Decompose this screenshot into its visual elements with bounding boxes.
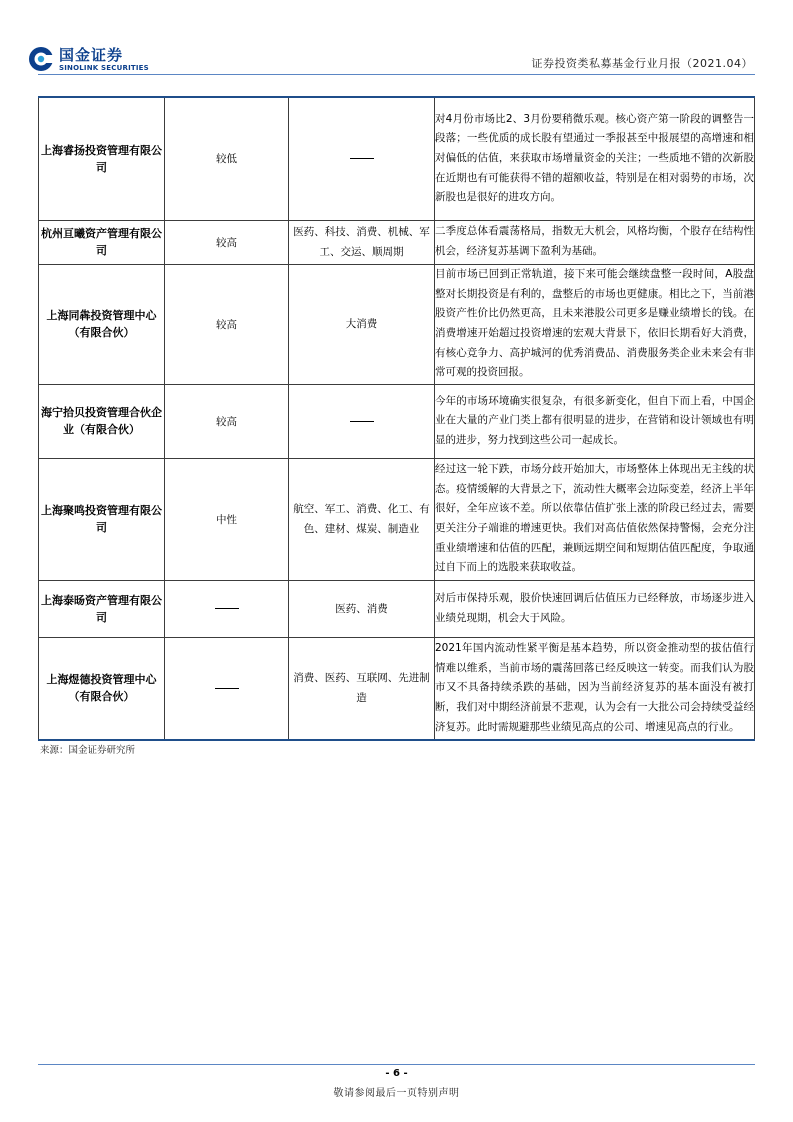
risk-level: 较高 [165,220,289,264]
table-row [39,97,755,220]
empty-dash [350,421,374,422]
market-view: 目前市场已回到正常轨道，接下来可能会继续盘整一段时间，A股盘整对长期投资是有利的，盘整后的市场也更健康。相比之下，当前港股资产性价比仍然更高，且未来港股公司更多是赚业绩增长的钱。在消费增速开始超过投资增速的宏观大背景下，依旧长期看好大消费，有核心竞争力、高护城河的优秀消费品、消费服务类企业未来会有非常可观的投资回报。 [435,264,755,384]
disclaimer-note: 敬请参阅最后一页特别声明 [333,1088,460,1099]
sector-focus: 航空、军工、消费、化工、有色、建材、煤炭、制造业 [289,458,435,580]
sector-focus: 大消费 [289,264,435,384]
empty-dash [215,608,239,609]
source-note: 来源：国金证券研究所 [40,745,136,756]
empty-dash [215,688,239,689]
logo-text-en: SINOLINK SECURITIES [59,64,149,72]
table-row [39,580,755,637]
sector-focus [289,384,435,458]
sector-focus [289,97,435,220]
company-name: 上海泰旸资产管理有限公司 [39,580,165,637]
risk-level: 较低 [165,97,289,220]
table-row [39,637,755,740]
risk-level: 中性 [165,458,289,580]
company-logo [28,44,148,74]
empty-dash [350,158,374,159]
sector-focus: 消费、医药、互联网、先进制造 [289,637,435,740]
company-name: 海宁拾贝投资管理合伙企业（有限合伙） [39,384,165,458]
market-view: 今年的市场环境确实很复杂，有很多新变化，但自下而上看，中国企业在大量的产业门类上都有很明显的进步，在营销和设计领域也有明显的进步，努力找到这些公司一起成长。 [435,384,755,458]
table-row [39,458,755,580]
market-view: 对4月份市场比2、3月份要稍微乐观。核心资产第一阶段的调整告一段落；一些优质的成长股有望通过一季报甚至中报展望的高增速和相对偏低的估值，来获取市场增量资金的关注；一些质地不错的次新股在近期也有可能获得不错的超额收益，特别是在相对弱势的市场，次新股也是很好的进攻方向。 [435,97,755,220]
risk-level [165,637,289,740]
market-view: 二季度总体看震荡格局，指数无大机会，风格均衡，个股存在结构性机会，经济复苏基调下盈利为基础。 [435,220,755,264]
logo-text-cn: 国金证券 [59,46,124,64]
company-name: 上海聚鸣投资管理有限公司 [39,458,165,580]
table-row [39,384,755,458]
market-view: 对后市保持乐观，股价快速回调后估值压力已经释放，市场逐步进入业绩兑现期，机会大于风险。 [435,580,755,637]
market-view: 2021年国内流动性紧平衡是基本趋势，所以资金推动型的拔估值行情难以维系，当前市场的震荡回落已经反映这一转变。而我们认为股市又不具备持续杀跌的基础，因为当前经济复苏的基本面没有被打断，我们对中期经济前景不悲观，认为会有一大批公司会持续受益经济复苏。此时需规避那些业绩见高点的公司、增速见高点的行业。 [435,637,755,740]
company-name: 上海煜德投资管理中心（有限合伙） [39,637,165,740]
sinolink-logo-icon [28,46,54,72]
risk-level [165,580,289,637]
sector-focus: 医药、消费 [289,580,435,637]
table-row [39,264,755,384]
company-name: 上海睿扬投资管理有限公司 [39,97,165,220]
sector-focus: 医药、科技、消费、机械、军工、交运、顺周期 [289,220,435,264]
page-number: - 6 - [385,1068,408,1079]
risk-level: 较高 [165,384,289,458]
report-title: 证券投资类私募基金行业月报（2021.04） [531,57,753,70]
header-divider [38,74,755,75]
table-row [39,220,755,264]
page-header [0,0,793,80]
company-name: 上海同犇投资管理中心（有限合伙） [39,264,165,384]
risk-level: 较高 [165,264,289,384]
fund-outlook-table [38,96,755,741]
company-name: 杭州亘曦资产管理有限公司 [39,220,165,264]
footer-divider [38,1064,755,1065]
market-view: 经过这一轮下跌，市场分歧开始加大，市场整体上体现出无主线的状态。疫情缓解的大背景之下，流动性大概率会边际变差，经济上半年很好，全年应该不差。所以依靠估值扩张上涨的阶段已经过去，需要更关注分子端谁的增速更快。我们对高估值依然保持警惕，会充分注重业绩增速和估值的匹配，兼顾远期空间和短期估值匹配度，争取通过自下而上的选股来获取收益。 [435,458,755,580]
